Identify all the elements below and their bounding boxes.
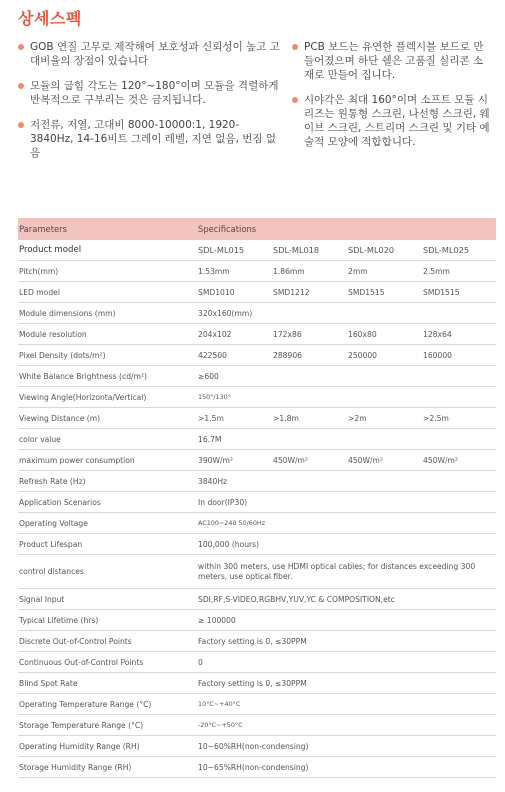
spec-cell (422, 429, 496, 450)
spec-cell (272, 387, 347, 408)
spec-cell: 160x80 (347, 324, 422, 345)
spec-cell: >1.5m (197, 408, 272, 429)
spec-cell: ≥ 100000 (197, 610, 496, 631)
spec-cell: SMD1010 (197, 282, 272, 303)
table-row (18, 282, 496, 303)
product-model-row (18, 240, 496, 261)
feature-item (18, 118, 280, 160)
spec-cell (422, 303, 496, 324)
feature-text: 시야각은 최대 160°이며 소프트 모듈 시리즈는 원통형 스크린, 나선형 스크린, 웨이브 스크린, 스트리머 스크린 및 기타 예술적 모양에 적합합니다. (304, 94, 490, 148)
spec-cell: >2.5m (422, 408, 496, 429)
feature-text: PCB 보드는 유연한 플렉시블 보드로 만들어졌으며 하단 쉘은 고품질 실리콘 소재로 만들어 집니다. (304, 41, 484, 81)
row-label: Viewing Angle(Horizonta/Vertical) (18, 387, 197, 408)
row-label: Module resolution (18, 324, 197, 345)
model-cell: SDL-ML025 (422, 240, 496, 261)
feature-text: 모듈의 굽힘 각도는 120°~180°이며 모듈을 격렬하게 반복적으로 구부리는 것은 금지됩니다. (30, 80, 279, 106)
spec-cell: 288906 (272, 345, 347, 366)
spec-cell: 450W/m² (272, 450, 347, 471)
row-label: Viewing Distance (m) (18, 408, 197, 429)
spec-cell: 450W/m² (422, 450, 496, 471)
spec-cell: 1.86mm (272, 261, 347, 282)
spec-cell (422, 387, 496, 408)
table-row (18, 303, 496, 324)
row-label: Application Scenarios (18, 492, 197, 513)
model-cell: SDL-ML020 (347, 240, 422, 261)
table-row (18, 534, 496, 555)
row-label: Pixel Density (dots/m²) (18, 345, 197, 366)
spec-cell: 450W/m² (347, 450, 422, 471)
row-label: Blind Spot Rate (18, 673, 197, 694)
spec-cell: 10°C~+40°C (197, 694, 496, 715)
bullet-dot-icon (18, 83, 24, 89)
row-label: Storage Temperature Range (°C) (18, 715, 197, 736)
spec-cell: 10~65%RH(non-condensing) (197, 757, 496, 778)
spec-cell (272, 303, 347, 324)
features-left (18, 40, 280, 171)
table-row (18, 324, 496, 345)
spec-cell: >2m (347, 408, 422, 429)
row-label: Operating Humidity Range (RH) (18, 736, 197, 757)
spec-cell: ≥600 (197, 366, 272, 387)
spec-table (18, 218, 496, 778)
table-row (18, 429, 496, 450)
table-row (18, 715, 496, 736)
spec-cell (272, 534, 347, 555)
feature-text: GOB 연질 고무로 제작해여 보호성과 신뢰성이 높고 고대비율의 장점이 있습니다 (30, 41, 280, 67)
table-row (18, 673, 496, 694)
row-label: Typical Lifetime (hrs) (18, 610, 197, 631)
spec-cell (347, 366, 422, 387)
table-row (18, 652, 496, 673)
spec-cell: SMD1515 (347, 282, 422, 303)
spec-cell: >1.8m (272, 408, 347, 429)
spec-cell (347, 534, 422, 555)
table-row (18, 631, 496, 652)
spec-cell (347, 303, 422, 324)
table-row (18, 408, 496, 429)
feature-item (292, 40, 492, 82)
spec-cell: 422500 (197, 345, 272, 366)
feature-item (18, 79, 280, 107)
spec-cell (272, 366, 347, 387)
row-label: control distances (18, 555, 197, 589)
spec-cell (272, 492, 347, 513)
table-row (18, 261, 496, 282)
row-label: Product Lifespan (18, 534, 197, 555)
spec-cell: 128x64 (422, 324, 496, 345)
row-label: Operating Voltage (18, 513, 197, 534)
spec-cell (347, 471, 422, 492)
spec-cell: SMD1212 (272, 282, 347, 303)
table-row (18, 513, 496, 534)
spec-cell: 160000 (422, 345, 496, 366)
row-label: maximum power consumption (18, 450, 197, 471)
feature-item (292, 93, 492, 149)
row-label: Operating Temperature Range (°C) (18, 694, 197, 715)
spec-cell: 150°/130° (197, 387, 272, 408)
table-row (18, 492, 496, 513)
spec-cell: 100,000 (hours) (197, 534, 272, 555)
table-row (18, 471, 496, 492)
row-label: Storage Humidity Range (RH) (18, 757, 197, 778)
bullet-dot-icon (18, 44, 24, 50)
spec-cell: SDI,RF,S-VIDEO,RGBHV,YUV,YC & COMPOSITION,etc (197, 589, 496, 610)
spec-cell: 172x86 (272, 324, 347, 345)
spec-cell (422, 534, 496, 555)
spec-cell: -20°C~+50°C (197, 715, 496, 736)
section-title: 상세스펙 (18, 9, 82, 28)
row-label: White Balance Brightness (cd/m²) (18, 366, 197, 387)
spec-cell (272, 429, 347, 450)
table-row (18, 589, 496, 610)
bullet-dot-icon (292, 97, 298, 103)
table-row (18, 387, 496, 408)
table-row (18, 345, 496, 366)
table-row (18, 450, 496, 471)
spec-cell: 0 (197, 652, 496, 673)
spec-cell (422, 366, 496, 387)
row-label: Product model (18, 240, 197, 261)
spec-cell: 2mm (347, 261, 422, 282)
spec-cell (272, 471, 347, 492)
spec-cell: Factory setting is 0, ≤30PPM (197, 673, 496, 694)
row-label: Discrete Out-of-Control Points (18, 631, 197, 652)
spec-cell: 1.53mm (197, 261, 272, 282)
spec-cell: 204x102 (197, 324, 272, 345)
row-label: color value (18, 429, 197, 450)
row-label: Pitch(mm) (18, 261, 197, 282)
spec-cell: In door(IP30) (197, 492, 272, 513)
feature-text: 저전류, 저열, 고대비 8000-10000:1, 1920-3840Hz, 14-16비트 그레이 레벨, 지연 없음, 번짐 없음 (30, 119, 277, 159)
table-row (18, 736, 496, 757)
spec-cell (347, 492, 422, 513)
bullet-dot-icon (292, 44, 298, 50)
spec-cell (422, 513, 496, 534)
spec-cell (347, 513, 422, 534)
bullet-dot-icon (18, 122, 24, 128)
spec-cell: 10~60%RH(non-condensing) (197, 736, 496, 757)
table-row (18, 757, 496, 778)
row-label: Module dimensions (mm) (18, 303, 197, 324)
table-row (18, 610, 496, 631)
table-row (18, 366, 496, 387)
spec-cell (347, 429, 422, 450)
spec-cell: 250000 (347, 345, 422, 366)
row-label: Continuous Out-of-Control Points (18, 652, 197, 673)
table-header-row (18, 218, 496, 240)
spec-cell: 320x160(mm) (197, 303, 272, 324)
features-right (292, 40, 492, 160)
table-row (18, 555, 496, 589)
spec-cell: 16.7M (197, 429, 272, 450)
row-label: Signal Input (18, 589, 197, 610)
spec-cell: 390W/m² (197, 450, 272, 471)
feature-item (18, 40, 280, 68)
spec-cell (272, 513, 347, 534)
row-label: LED model (18, 282, 197, 303)
spec-cell: 3840Hz (197, 471, 272, 492)
model-cell: SDL-ML015 (197, 240, 272, 261)
spec-cell (422, 471, 496, 492)
model-cell: SDL-ML018 (272, 240, 347, 261)
spec-cell: within 300 meters, use HDMI optical cables; for distances exceeding 300 meters, use optical fiber. (197, 555, 496, 589)
header-specifications: Specifications (197, 218, 496, 240)
spec-cell (422, 492, 496, 513)
row-label: Refresh Rate (Hz) (18, 471, 197, 492)
table-row (18, 694, 496, 715)
header-parameters: Parameters (18, 218, 197, 240)
spec-cell: 2.5mm (422, 261, 496, 282)
spec-cell: AC100~240 50/60Hz (197, 513, 272, 534)
spec-cell (347, 387, 422, 408)
spec-cell: SMD1515 (422, 282, 496, 303)
spec-cell: Factory setting is 0, ≤30PPM (197, 631, 496, 652)
